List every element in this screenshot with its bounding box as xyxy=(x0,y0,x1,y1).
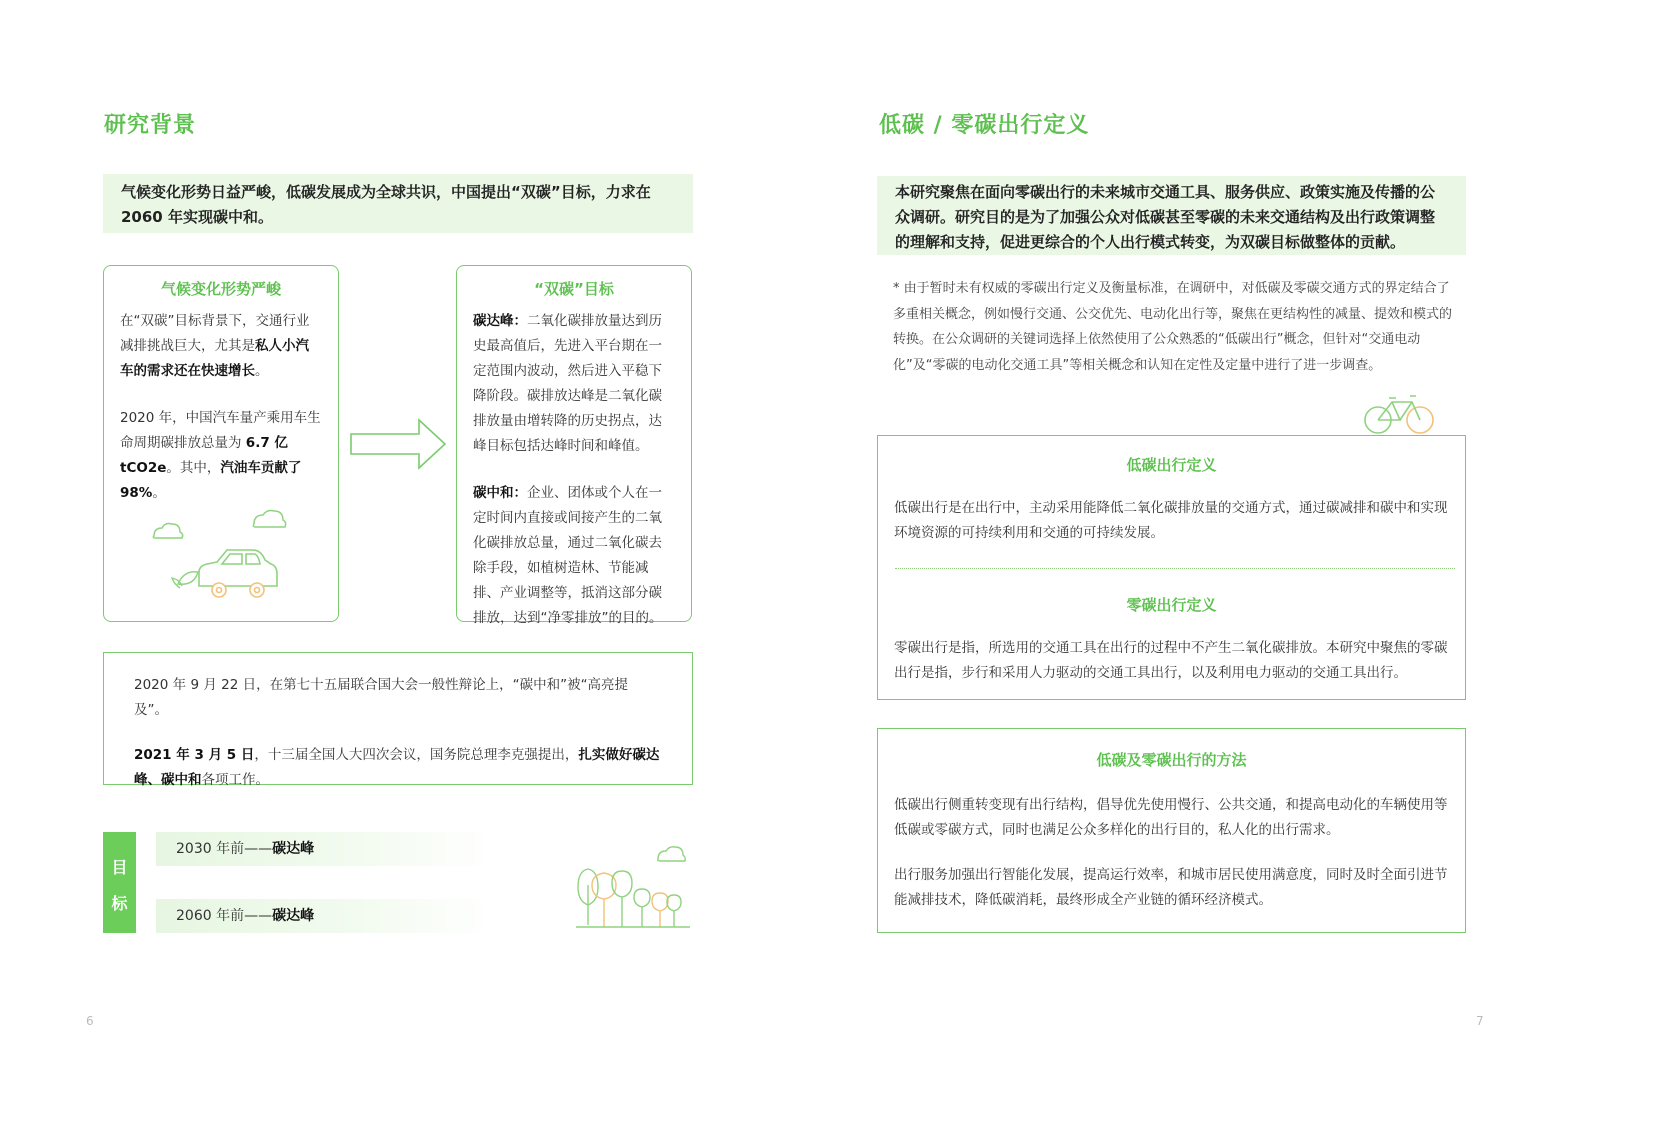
methods-paragraph-2: 出行服务加强出行智能化发展，提高运行效率，和城市居民使用满意度，同时及时全面引进节能减排技术，降低碳消耗，最终形成全产业链的循环经济模式。 xyxy=(894,867,1448,908)
goal-2030-target: 碳达峰 xyxy=(272,841,315,857)
page-title-definitions: 低碳 / 零碳出行定义 xyxy=(879,113,1090,138)
event-2021-end: 各项工作。 xyxy=(201,772,269,788)
low-carbon-text: 低碳出行是在出行中，主动采用能降低二氧化碳排放量的交通方式，通过碳减排和碳中和实现环境资源的可持续利用和交通的可持续发展。 xyxy=(894,500,1448,541)
trees-icon xyxy=(572,845,697,930)
event-2021-text: ，十三届全国人大四次会议，国务院总理李克强提出， xyxy=(254,747,579,763)
definition-note: * 由于暂时未有权威的零碳出行定义及衡量标准，在调研中，对低碳及零碳交通方式的界定结合了多重相关概念，例如慢行交通、公交优先、电动化出行等，聚焦在更结构性的减量、提效和模式的转换。在公众调研的关键词选择上依然使用了公众熟悉的“低碳出行”概念，但针对“交通电动化”及“零碳的电动化交通工具”等相关概念和认知在定性及定量中进行了进一步调查。 xyxy=(893,281,1453,373)
carbon-peak-label: 碳达峰： xyxy=(473,313,527,329)
page-number-left: 6 xyxy=(86,1014,94,1028)
climate-p2-bold-2: 汽油车贡献了 98% xyxy=(120,460,302,501)
climate-box-title: 气候变化形势严峻 xyxy=(160,280,281,298)
carbon-peak-definition xyxy=(473,309,675,459)
page-number-right: 7 xyxy=(1476,1014,1484,1028)
background-banner-text: 气候变化形势日益严峻，低碳发展成为全球共识，中国提出“双碳”目标，力求在 2060 年实现碳中和。 xyxy=(121,183,651,226)
page-title-background: 研究背景 xyxy=(104,113,197,138)
dual-carbon-title: “双碳”目标 xyxy=(534,280,614,298)
climate-p2-text: 2020 年，中国汽车量产乘用车生命周期碳排放总量为 xyxy=(120,410,321,451)
goals-tab-char-1: 目 xyxy=(111,858,128,877)
car-icon xyxy=(199,550,277,597)
climate-p1-text: 在“双碳”目标背景下，交通行业减排挑战巨大，尤其是 xyxy=(120,313,310,354)
goal-2030 xyxy=(156,832,496,866)
climate-box-paragraph-1 xyxy=(120,309,322,384)
goal-2030-year: 2030 年前—— xyxy=(176,841,273,857)
zero-carbon-text: 零碳出行是指，所选用的交通工具在出行的过程中不产生二氧化碳排放。本研究中聚焦的零碳出行是指，步行和采用人力驱动的交通工具出行，以及利用电力驱动的交通工具出行。 xyxy=(894,640,1448,681)
goals-tab xyxy=(103,832,136,933)
event-2021 xyxy=(134,743,662,793)
cloud-icon xyxy=(153,524,182,539)
car-illustration xyxy=(144,506,304,606)
goal-2060-year: 2060 年前—— xyxy=(176,908,273,924)
climate-p1-end: 。 xyxy=(255,363,269,379)
leaf-icon xyxy=(172,572,198,588)
zero-carbon-title: 零碳出行定义 xyxy=(1126,596,1217,614)
carbon-neutral-text: 企业、团体或个人在一定时间内直接或间接产生的二氧化碳排放总量，通过二氧化碳去除手段，如植树造林、节能减排、产业调整等，抵消这部分碳排放，达到“净零排放”的目的。 xyxy=(473,485,663,626)
research-banner xyxy=(877,176,1466,255)
methods-title: 低碳及零碳出行的方法 xyxy=(1096,751,1247,769)
definitions-box xyxy=(877,435,1466,700)
goal-2060 xyxy=(156,899,496,933)
background-banner xyxy=(103,174,693,233)
climate-box-paragraph-2 xyxy=(120,406,322,506)
carbon-neutral-definition xyxy=(473,481,675,631)
carbon-neutral-label: 碳中和： xyxy=(473,485,527,501)
events-box xyxy=(103,652,693,788)
climate-p2-mid: 。其中， xyxy=(166,460,221,476)
low-carbon-title: 低碳出行定义 xyxy=(1126,456,1217,474)
climate-p2-end: 。 xyxy=(152,485,166,501)
methods-paragraph-1: 低碳出行侧重转变现有出行结构，倡导优先使用慢行、公共交通，和提高电动化的车辆使用等低碳或零碳方式，同时也满足公众多样化的出行目的，私人化的出行需求。 xyxy=(894,797,1448,838)
climate-p2-bold-1: 6.7 亿 tCO2e xyxy=(120,435,288,476)
cloud-icon xyxy=(253,511,285,528)
cloud-icon xyxy=(658,847,686,861)
event-2021-date: 2021 年 3 月 5 日 xyxy=(134,747,255,763)
climate-p1-bold: 私人小汽车的需求还在快速增长 xyxy=(120,338,309,379)
research-banner-text: 本研究聚焦在面向零碳出行的未来城市交通工具、服务供应、政策实施及传播的公众调研。研究目的是为了加强公众对低碳甚至零碳的未来交通结构及出行政策调整的理解和支持，促进更综合的个人出行模式转变，为双碳目标做整体的贡献。 xyxy=(895,183,1436,251)
dual-carbon-box xyxy=(456,265,692,626)
event-2021-bold: 扎实做好碳达峰、碳中和 xyxy=(134,747,660,788)
methods-box xyxy=(877,728,1466,933)
goal-2060-target: 碳达峰 xyxy=(272,908,315,924)
goals-tab-char-2: 标 xyxy=(111,894,128,913)
divider xyxy=(895,568,1455,569)
carbon-peak-text: 二氧化碳排放量达到历史最高值后，先进入平台期在一定范围内波动，然后进入平稳下降阶段。碳排放达峰是二氧化碳排放量由增转降的历史拐点，达峰目标包括达峰时间和峰值。 xyxy=(473,313,662,454)
climate-change-box xyxy=(103,265,339,622)
event-2020: 2020 年 9 月 22 日，在第七十五届联合国大会一般性辩论上，“碳中和”被“高亮提及”。 xyxy=(134,677,629,718)
bicycle-icon xyxy=(1362,392,1436,436)
arrow-right-icon xyxy=(349,418,449,470)
